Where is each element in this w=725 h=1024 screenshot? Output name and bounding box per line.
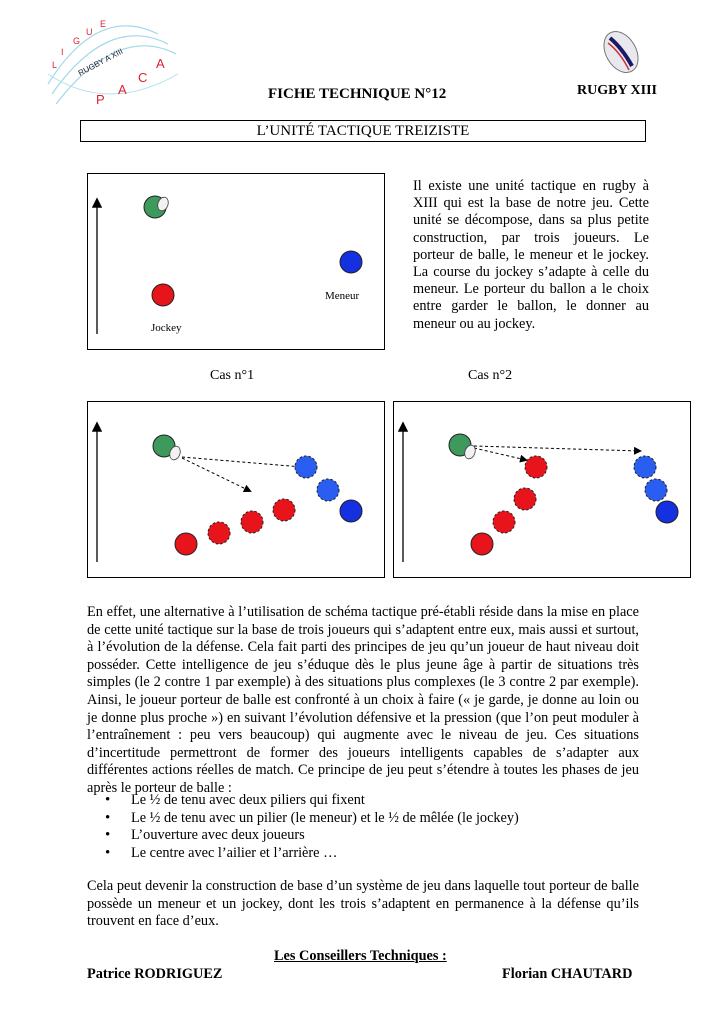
pass-arrow xyxy=(474,446,640,451)
page-title: L’UNITÉ TACTIQUE TREIZISTE xyxy=(80,120,646,142)
bullet-list xyxy=(105,792,625,862)
conseillers-title: Les Conseillers Techniques : xyxy=(274,948,447,964)
player-meneur xyxy=(340,251,362,273)
label-meneur: Meneur xyxy=(325,290,360,302)
author-left: Patrice RODRIGUEZ xyxy=(87,966,223,982)
player-meneur xyxy=(656,501,678,523)
author-right: Florian CHAUTARD xyxy=(502,966,633,982)
logo-letter: P xyxy=(96,92,105,107)
diagram-main xyxy=(87,173,385,350)
player-meneur-run xyxy=(645,479,667,501)
player-jockey-run xyxy=(208,522,230,544)
logo-letter: E xyxy=(100,19,107,29)
list-item: • Le ½ de tenu avec un pilier (le meneur) et le ½ de mêlée (le jockey) xyxy=(105,810,625,828)
player-jockey-run xyxy=(493,511,515,533)
conclusion-paragraph: Cela peut devenir la construction de base d’un système de jeu dans laquelle tout porteur de balle possède un meneur et un jockey, dont les trois s’adaptent en permanence à la défense qu’ils trouvent en face d’eux. xyxy=(87,878,639,930)
player-jockey xyxy=(175,533,197,555)
label-jockey: Jockey xyxy=(151,322,182,334)
logo-letter: I xyxy=(61,47,64,57)
ligue-logo xyxy=(38,14,188,114)
player-jockey xyxy=(152,284,174,306)
rugby-ball-icon xyxy=(596,26,646,78)
player-jockey-run xyxy=(273,499,295,521)
pass-arrow xyxy=(182,457,302,467)
logo-letter: G xyxy=(73,36,81,46)
case1-label: Cas n°1 xyxy=(210,368,255,383)
player-jockey-run xyxy=(525,456,547,478)
logo-letter: L xyxy=(52,60,58,70)
logo-rugby-text: RUGBY A XIII xyxy=(76,46,125,78)
player-meneur-run xyxy=(317,479,339,501)
list-item: • L’ouverture avec deux joueurs xyxy=(105,827,625,845)
logo-letter: U xyxy=(86,27,93,37)
case2-label: Cas n°2 xyxy=(468,368,513,383)
sport-label: RUGBY XIII xyxy=(577,83,657,98)
player-jockey xyxy=(471,533,493,555)
diagram-case1 xyxy=(87,401,385,578)
pass-arrow xyxy=(474,448,526,460)
player-jockey-run xyxy=(241,511,263,533)
player-meneur-run xyxy=(634,456,656,478)
diagram-case2 xyxy=(393,401,691,578)
logo-letter: A xyxy=(118,82,127,97)
player-meneur xyxy=(340,500,362,522)
logo-letter: C xyxy=(138,70,148,85)
list-item: • Le ½ de tenu avec deux piliers qui fixent xyxy=(105,792,625,810)
logo-letter: A xyxy=(156,56,165,71)
pass-arrow xyxy=(182,458,250,491)
player-meneur-run xyxy=(295,456,317,478)
player-jockey-run xyxy=(514,488,536,510)
main-paragraph: En effet, une alternative à l’utilisation de schéma tactique pré-établi réside dans la mise en place de cette unité tactique sur la base de trois joueurs qui s’adaptent entre eux, mais aussi et surtout, à l’évolution de la défense. Cela fait parti des principes de jeu qu’un joueur de haut niveau doit posséder. Cette intelligence de jeu s’éduque dès le plus jeune âge à partir de situations très simples (le 2 contre 1 par exemple) à des situations plus complexes (le 3 contre 2 par exemple). Ainsi, le joueur porteur de balle est confronté à un choix à faire (« je garde, je donne au loin ou je donne plus proche ») en suivant l’évolution défensive et la pression (que l’on peut moduler à l’entraînement : peu vers beaucoup) qui augmente avec le niveau de jeu. Ces situations d’incertitude permettront de former des joueurs intelligents capables de s’adapter aux différentes actions réelles de match. Ce principe de jeu peut s’étendre à toutes les phases de jeu après le porteur de balle : xyxy=(87,604,639,796)
intro-paragraph: Il existe une unité tactique en rugby à XIII qui est la base de notre jeu. Cette unité se décompose, dans sa plus petite construction, par trois joueurs. Le porteur de balle, le meneur et le jockey. La course du jockey s’adapte à celle du meneur. Le porteur du ballon a le choix entre garder le ballon, le donner au meneur ou au jockey. xyxy=(413,178,649,332)
list-item: • Le centre avec l’ailier et l’arrière … xyxy=(105,845,625,863)
fiche-title: FICHE TECHNIQUE N°12 xyxy=(268,86,447,102)
